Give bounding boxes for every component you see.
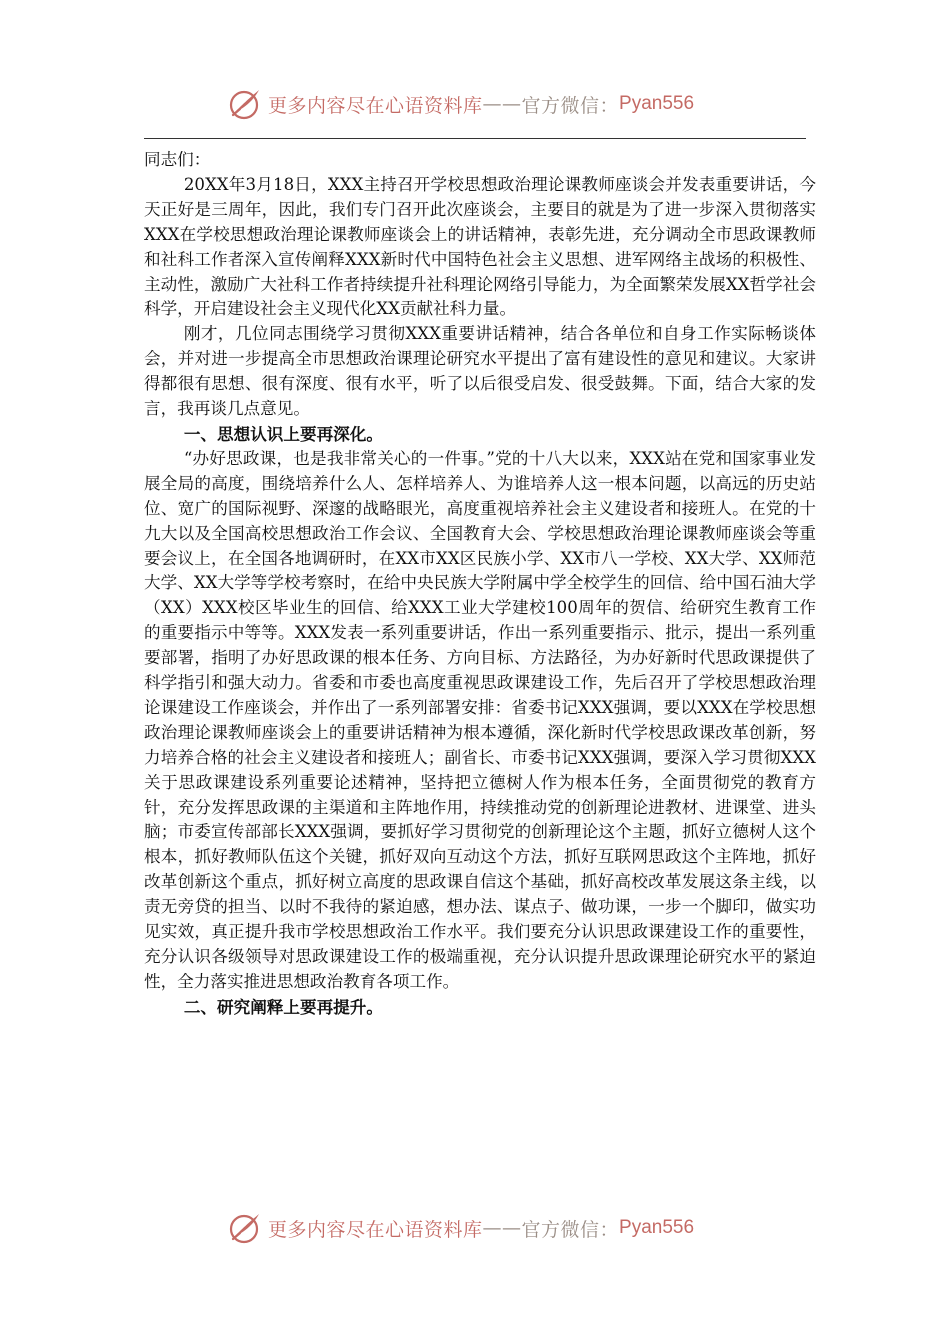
header-banner-id: Pyan556 <box>619 93 695 114</box>
footer-banner-id: Pyan556 <box>619 1217 695 1238</box>
header-rule <box>144 138 806 139</box>
section-heading-2: 二、研究阐释上要再提升。 <box>183 996 383 1017</box>
footer-banner-separator: —— <box>482 1217 522 1239</box>
footer-banner <box>228 1210 694 1246</box>
header-banner-main: 更多内容尽在心语资料库 <box>268 94 483 117</box>
footer-banner-label: 官方微信： <box>521 1218 620 1241</box>
quill-logo-icon <box>228 87 262 121</box>
paragraph-3: “办好思政课，也是我非常关心的一件事。”党的十八大以来，XXX站在党和国家事业发展全局的高度，围绕培养什么人、怎样培养人、为谁培养人这一根本问题，以高远的历史站位、宽广的国际视野、深邃的战略眼光，高度重视培养社会主义建设者和接班人。在党的十九大以及全国高校思想政治工作会议、全国教育大会、学校思想政治理论课教师座谈会等重要会议上，在全国各地调研时，在XX市XX区民族小学、XX市八一学校、XX大学、XX师范大学、XX大学等学校考察时，在给中央民族大学附属中学全校学生的回信、给中国石油大学（XX）XXX校区毕业生的回信、给XXX工业大学建校100周年的贺信、给研究生教育工作的重要指示中等等。XXX发表一系列重要讲话，作出一系列重要指示、批示，提出一系列重要部署，指明了办好思政课的根本任务、方向目标、方法路径，为办好新时代思政课提供了科学指引和强大动力。省委和市委也高度重视思政课建设工作，先后召开了学校思想政治理论课建设工作座谈会，并作出了一系列部署安排：省委书记XXX强调，要以XXX在学校思想政治理论课教师座谈会上的重要讲话精神为根本遵循，深化新时代学校思政课改革创新，努力培养合格的社会主义建设者和接班人；副省长、市委书记XXX强调，要深入学习贯彻XXX关于思政课建设系列重要论述精神，坚持把立德树人作为根本任务，全面贯彻党的教育方针，充分发挥思政课的主渠道和主阵地作用，持续推动党的创新理论进教材、进课堂、进头脑；市委宣传部部长XXX强调，要抓好学习贯彻党的创新理论这个主题，抓好立德树人这个根本，抓好教师队伍这个关键，抓好双向互动这个方法，抓好互联网思政这个主阵地，抓好改革创新这个重点，抓好树立高度的思政课自信这个基础，抓好高校改革发展这条主线，以责无旁贷的担当、以时不我待的紧迫感，想办法、谋点子、做功课，一步一个脚印，做实功见实效，真正提升我市学校思想政治工作水平。我们要充分认识思政课建设工作的重要性，充分认识各级领导对思政课建设工作的极端重视，充分认识提升思政课理论研究水平的紧迫性，全力落实推进思想政治教育各项工作。 <box>144 448 816 991</box>
header-banner-label: 官方微信： <box>521 94 620 117</box>
header-banner <box>228 86 694 122</box>
footer-banner-main: 更多内容尽在心语资料库 <box>268 1218 483 1241</box>
document-body <box>144 148 816 1020</box>
quill-logo-icon <box>228 1211 262 1245</box>
salutation: 同志们： <box>144 150 211 169</box>
section-heading-1: 一、思想认识上要再深化。 <box>183 423 383 444</box>
paragraph-1: 20XX年3月18日，XXX主持召开学校思想政治理论课教师座谈会并发表重要讲话，今天正好是三周年，因此，我们专门召开此次座谈会，主要目的就是为了进一步深入贯彻落实XXX在学校思想政治理论课教师座谈会上的讲话精神，表彰先进，充分调动全市思政课教师和社科工作者深入宣传阐释XXX新时代中国特色社会主义思想、进军网络主战场的积极性、主动性，激励广大社科工作者持续提升社科理论网络引导能力，为全面繁荣发展XX哲学社会科学，开启建设社会主义现代化XX贡献社科力量。 <box>144 174 816 319</box>
paragraph-2: 刚才，几位同志围绕学习贯彻XXX重要讲话精神，结合各单位和自身工作实际畅谈体会，并对进一步提高全市思想政治课理论研究水平提出了富有建设性的意见和建议。大家讲得都很有思想、很有深度、很有水平，听了以后很受启发、很受鼓舞。下面，结合大家的发言，我再谈几点意见。 <box>144 324 816 419</box>
header-banner-separator: —— <box>482 93 522 115</box>
